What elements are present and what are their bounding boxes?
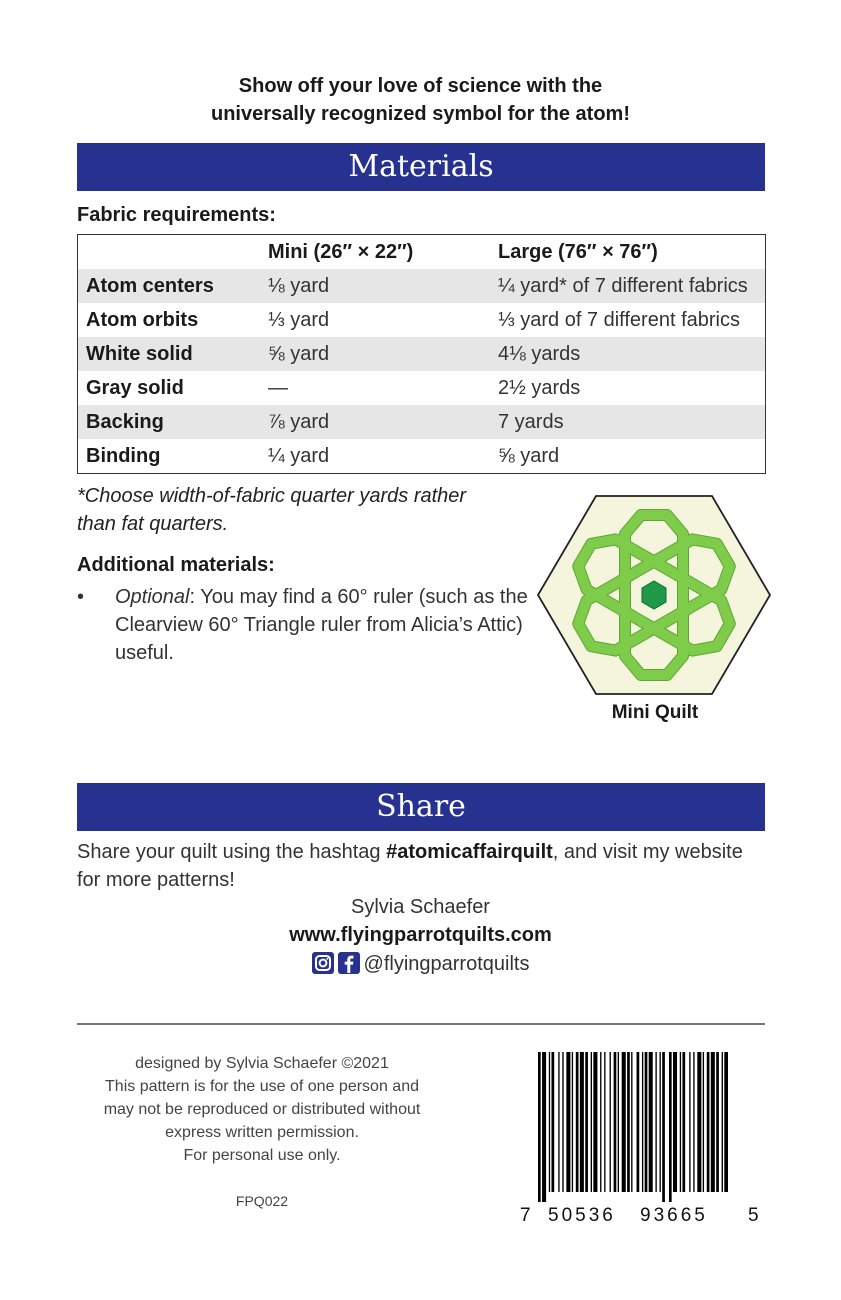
row-label: Binding [86, 444, 161, 467]
barcode-bar [669, 1052, 672, 1202]
table-row [78, 439, 766, 474]
legal-line: may not be reproduced or distributed without [103, 1101, 421, 1118]
barcode-first-digit: 7 [520, 1205, 531, 1226]
website-link[interactable]: www.flyingparrotquilts.com [289, 924, 552, 946]
row-mini: ⅓ yard [268, 308, 330, 331]
mini-quilt-image [533, 490, 775, 700]
share-text-after: , and visit my website for more patterns! [77, 841, 743, 891]
barcode-bar [716, 1052, 719, 1192]
row-label: Atom centers [86, 274, 214, 297]
table-header-blank [78, 235, 261, 270]
footnote-line-2: than fat quarters. [77, 513, 229, 535]
additional-materials-item [77, 583, 537, 667]
row-label: Backing [86, 410, 164, 433]
barcode-bar [538, 1052, 541, 1202]
barcode-bar [655, 1052, 656, 1192]
barcode-bar [724, 1052, 728, 1192]
share-hashtag: #atomicaffairquilt [386, 841, 553, 863]
row-mini: ⅞ yard [268, 410, 330, 433]
fabric-requirements-heading: Fabric requirements: [77, 204, 276, 226]
share-text-before: Share your quilt using the hashtag [77, 841, 387, 863]
intro-text [0, 72, 841, 128]
barcode-bar [693, 1052, 694, 1192]
barcode-bar [645, 1052, 648, 1192]
author-name: Sylvia Schaefer [351, 896, 490, 918]
barcode-bar [585, 1052, 588, 1192]
row-label: Gray solid [86, 376, 184, 399]
row-large: 7 yards [498, 410, 564, 433]
barcode-bar [722, 1052, 723, 1192]
bullet-point: • [77, 586, 85, 608]
row-mini: ⅛ yard [268, 274, 330, 297]
intro-line-1: Show off your love of science with the [238, 75, 603, 97]
barcode-bar [610, 1052, 611, 1192]
row-mini: ¼ yard [268, 444, 330, 467]
fabric-footnote [77, 482, 527, 538]
barcode-bar [593, 1052, 597, 1192]
intro-line-2: universally recognized symbol for the atom! [211, 103, 630, 125]
additional-materials-heading: Additional materials: [77, 554, 275, 576]
barcode-bar [580, 1052, 584, 1192]
barcode-bars [538, 1052, 728, 1202]
barcode-bar [622, 1052, 626, 1192]
barcode-bar [576, 1052, 579, 1192]
optional-label: Optional [115, 586, 190, 608]
barcode-bar [552, 1052, 555, 1192]
row-large: ¼ yard* of 7 different fabrics [498, 274, 748, 297]
optional-text: : You may find a 60° ruler (such as the Clearview 60° Triangle ruler from Alicia’s Attic) useful. [115, 586, 528, 664]
materials-title: Materials [348, 149, 494, 184]
table-header-row [78, 235, 766, 270]
row-large: ⅝ yard [498, 444, 560, 467]
legal-line: This pattern is for the use of one person and [105, 1078, 419, 1095]
legal-line: express written permission. [165, 1124, 359, 1141]
barcode-bar [697, 1052, 701, 1192]
legal-notice [77, 1052, 447, 1167]
barcode-right-group: 93665 [640, 1205, 708, 1226]
barcode-bar [689, 1052, 690, 1192]
barcode-bar [680, 1052, 681, 1192]
row-label: Atom orbits [86, 308, 199, 331]
barcode-last-digit: 5 [748, 1205, 759, 1226]
table-header-large: Large (76″ × 76″) [498, 240, 658, 263]
instagram-icon[interactable] [312, 952, 334, 974]
table-row [78, 337, 766, 371]
barcode-bar [618, 1052, 619, 1192]
barcode-bar [711, 1052, 715, 1192]
footer-divider [77, 1023, 765, 1025]
row-large: 2½ yards [498, 376, 581, 399]
materials-banner [77, 143, 765, 191]
row-label: White solid [86, 342, 193, 365]
table-row [78, 303, 766, 337]
facebook-icon[interactable] [338, 952, 360, 974]
barcode-bar [637, 1052, 640, 1192]
barcode-bar [542, 1052, 546, 1202]
fabric-table [77, 234, 766, 474]
barcode-bar [642, 1052, 643, 1192]
barcode-bar [707, 1052, 710, 1192]
barcode-bar [614, 1052, 617, 1192]
table-row [78, 405, 766, 439]
barcode-bar [562, 1052, 563, 1192]
barcode-bar [558, 1052, 559, 1192]
table-row [78, 371, 766, 405]
product-code: FPQ022 [235, 1193, 289, 1209]
social-handle[interactable]: @flyingparrotquilts [363, 953, 530, 975]
row-mini: ⅝ yard [268, 342, 330, 365]
row-mini: — [268, 376, 288, 399]
row-large: ⅓ yard of 7 different fabrics [498, 308, 740, 331]
share-title: Share [376, 789, 466, 824]
table-header-mini: Mini (26″ × 22″) [268, 240, 414, 263]
share-banner [77, 783, 765, 831]
barcode-bar [682, 1052, 685, 1192]
share-paragraph [77, 838, 767, 894]
barcode-bar [549, 1052, 550, 1192]
barcode-bar [631, 1052, 632, 1192]
footnote-line-1: *Choose width-of-fabric quarter yards rather [77, 485, 467, 507]
barcode-bar [591, 1052, 592, 1192]
barcode-bar [572, 1052, 573, 1192]
barcode-bar [703, 1052, 704, 1192]
barcode-bar [600, 1052, 601, 1192]
barcode-bar [627, 1052, 630, 1192]
barcode-image [538, 1052, 728, 1202]
social-row [0, 952, 841, 976]
legal-line: For personal use only. [183, 1147, 341, 1164]
barcode-bar [660, 1052, 661, 1192]
barcode-bar [649, 1052, 653, 1192]
barcode-bar [604, 1052, 605, 1192]
legal-line: designed by Sylvia Schaefer ©2021 [135, 1055, 389, 1072]
barcode-bar [566, 1052, 570, 1192]
table-row [78, 269, 766, 303]
row-large: 4⅛ yards [498, 342, 581, 365]
barcode-bar [673, 1052, 677, 1192]
barcode-bar [662, 1052, 665, 1202]
mini-quilt-caption: Mini Quilt [611, 702, 699, 723]
barcode-left-group: 50536 [548, 1205, 616, 1226]
